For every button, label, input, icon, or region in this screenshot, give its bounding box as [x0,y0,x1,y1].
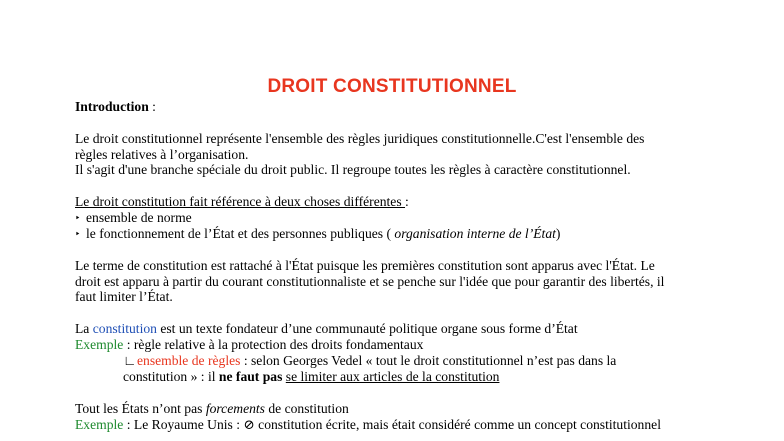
example-text: : Le Royaume Unis : ⊘ constitution écrite, mais était considéré comme un concept constitutionnel [123,417,661,432]
example-line-2 [75,417,661,433]
para2-line3: faut limiter l’État. [75,289,173,304]
para3-line1 [75,321,578,337]
bullet-item-1 [75,210,192,226]
bullet-icon: ‣ [75,229,81,239]
para1-line3: Il s'agit d'une branche spéciale du droit public. Il regroupe toutes les règles à caractère constitutionnel. [75,162,631,177]
intro-colon: : [148,99,156,114]
sub2-prefix: constitution » : il [123,369,219,384]
bullet-text-prefix: le fonctionnement de l’État et des personnes publiques ( [86,226,395,241]
example-label: Exemple [75,417,124,432]
bullet-item-2 [75,226,560,242]
arrow-corner-icon: ∟ [123,353,137,368]
sub-item-line-2 [123,369,499,385]
page-title: DROIT CONSTITUTIONNEL [267,76,517,97]
intro-label: Introduction [75,99,149,114]
para4-line1 [75,401,349,417]
para3-rest: est un texte fondateur d’une communauté politique organe sous forme d’État [156,321,578,336]
bullet-text-suffix: ) [555,226,561,241]
bullet-text: ensemble de norme [86,210,192,225]
bullet-icon: ‣ [75,213,81,223]
para1-line1: Le droit constitutionnel représente l'ensemble des règles juridiques constitutionnelle.C'est l'ensemble des [75,131,645,146]
keyword-constitution: constitution [92,321,157,336]
bullet-text-italic: organisation interne de l’État [394,226,556,241]
sub2-underline: se limiter aux articles de la constitution [285,369,500,384]
para3-prefix: La [75,321,93,336]
section-heading-line [75,194,409,210]
keyword-ensemble-regles: ensemble de règles [137,353,241,368]
intro-line [75,99,156,115]
example-line-1 [75,337,423,353]
section-heading: Le droit constitution fait référence à deux choses différentes [75,194,406,209]
para2-line1: Le terme de constitution est rattaché à l'État puisque les premières constitution sont apparus avec l'État. Le [75,258,655,273]
section-heading-colon: : [405,194,409,209]
sub-item-text: : selon Georges Vedel « tout le droit constitutionnel n’est pas dans la [240,353,617,368]
para2-line2: droit est apparu à partir du courant constitutionnaliste et se penche sur l'idée que pour garantir des libertés, il [75,274,665,289]
para4-suffix: de constitution [264,401,349,416]
example-label: Exemple [75,337,124,352]
para4-italic: forcements [205,401,265,416]
sub-item-line [123,353,616,369]
sub2-bold: ne faut pas [218,369,283,384]
example-text: : règle relative à la protection des droits fondamentaux [123,337,424,352]
para4-prefix: Tout les États n’ont pas [75,401,206,416]
para1-line2: règles relatives à l’organisation. [75,147,249,162]
